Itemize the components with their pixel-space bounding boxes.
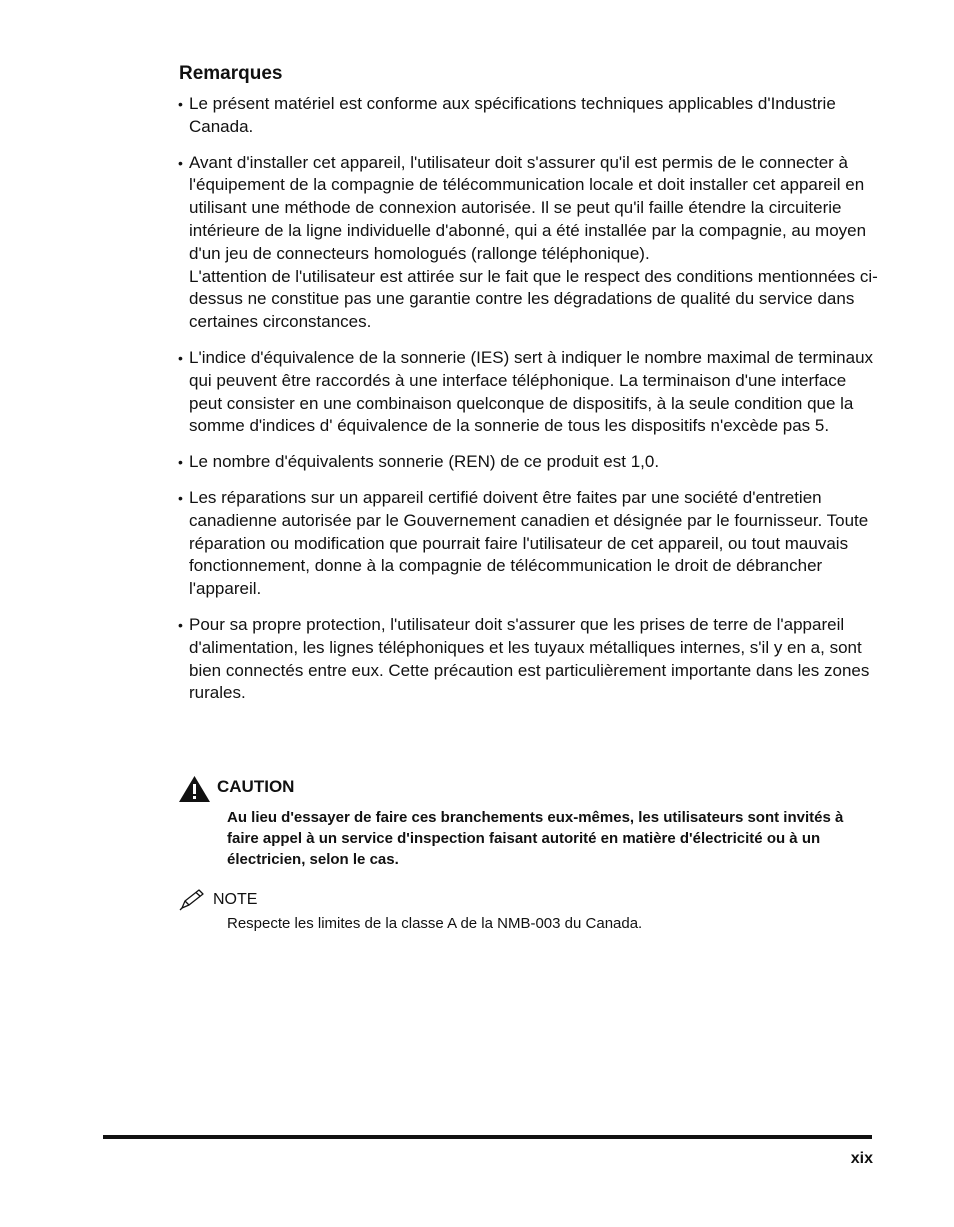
bullet-text: Avant d'installer cet appareil, l'utilisateur doit s'assurer qu'il est permis de le connecter à l'équipement de la compagnie de télécommunication locale et doit installer cet appareil en utilisant une méthode de connexion autorisée. Il se peut qu'il faille étendre la circuiterie intérieure de la ligne individuelle d'abonné, qui a été installée par la compagnie, au moyen d'un jeu de connecteurs homologués (rallonge téléphonique).: [189, 152, 867, 263]
page-number: xix: [850, 1150, 873, 1167]
list-item: [178, 347, 878, 438]
list-item: [178, 487, 878, 601]
list-item: [178, 93, 878, 139]
bullet-text: L'attention de l'utilisateur est attirée sur le fait que le respect des conditions mentionnées ci-dessus ne constitue pas une garantie contre les dégradations de qualité du service dans certaines circonstances.: [189, 266, 878, 332]
bullet-text: L'indice d'équivalence de la sonnerie (IES) sert à indiquer le nombre maximal de terminaux qui peuvent être raccordés à une interface téléphonique. La terminaison d'une interface peut consister en une combinaison quelconque de dispositifs, à la seule condition que la somme d'indices d' équivalence de la sonnerie de tous les dispositifs n'excède pas 5.: [189, 347, 874, 436]
bullet-text: Le nombre d'équivalents sonnerie (REN) de ce produit est 1,0.: [189, 452, 660, 472]
bullet-dot: •: [178, 96, 183, 112]
note-title: NOTE: [213, 891, 258, 908]
bullet-dot: •: [178, 349, 183, 366]
caution-header: [178, 775, 878, 803]
warning-triangle-icon: [178, 775, 211, 803]
bullet-text: Pour sa propre protection, l'utilisateur doit s'assurer que les prises de terre de l'appareil d'alimentation, les lignes téléphoniques et les tuyaux métalliques internes, s'il y en a, sont bien connectés entre eux. Cette précaution est particulièrement importante dans les zones rurales.: [189, 614, 870, 703]
caution-title: CAUTION: [217, 777, 295, 796]
bullet-dot: •: [178, 616, 183, 633]
bullet-dot: •: [178, 454, 183, 471]
list-item: [178, 152, 878, 334]
pencil-icon: [178, 888, 206, 912]
bullet-text: Le présent matériel est conforme aux spécifications techniques applicables d'Industrie Canada.: [189, 94, 836, 136]
bullet-dot: •: [178, 154, 183, 171]
list-item: [178, 451, 878, 474]
caution-text: Au lieu d'essayer de faire ces branchements eux-mêmes, les utilisateurs sont invités à faire appel à un service d'inspection faisant autorité en matière d'électricité ou à un électricien, selon le cas.: [227, 809, 844, 868]
bullet-text: Les réparations sur un appareil certifié doivent être faites par une société d'entretien canadienne autorisée par le Gouvernement canadien et désignée par le fournisseur. Toute réparation ou modification que pourrait faire l'utilisateur de cet appareil, ou tout mauvais fonctionnement, donne à la compagnie de télécommunication le droit de débrancher l'appareil.: [189, 487, 869, 599]
section-heading: Remarques: [179, 63, 283, 84]
bullet-dot: •: [178, 489, 183, 506]
caution-box: [178, 775, 878, 870]
note-box: [178, 888, 878, 934]
footer-rule: [103, 1135, 872, 1139]
remarks-list: [178, 93, 878, 718]
note-header: [178, 888, 878, 914]
note-text: Respecte les limites de la classe A de la NMB-003 du Canada.: [227, 915, 643, 932]
list-item: [178, 614, 878, 705]
